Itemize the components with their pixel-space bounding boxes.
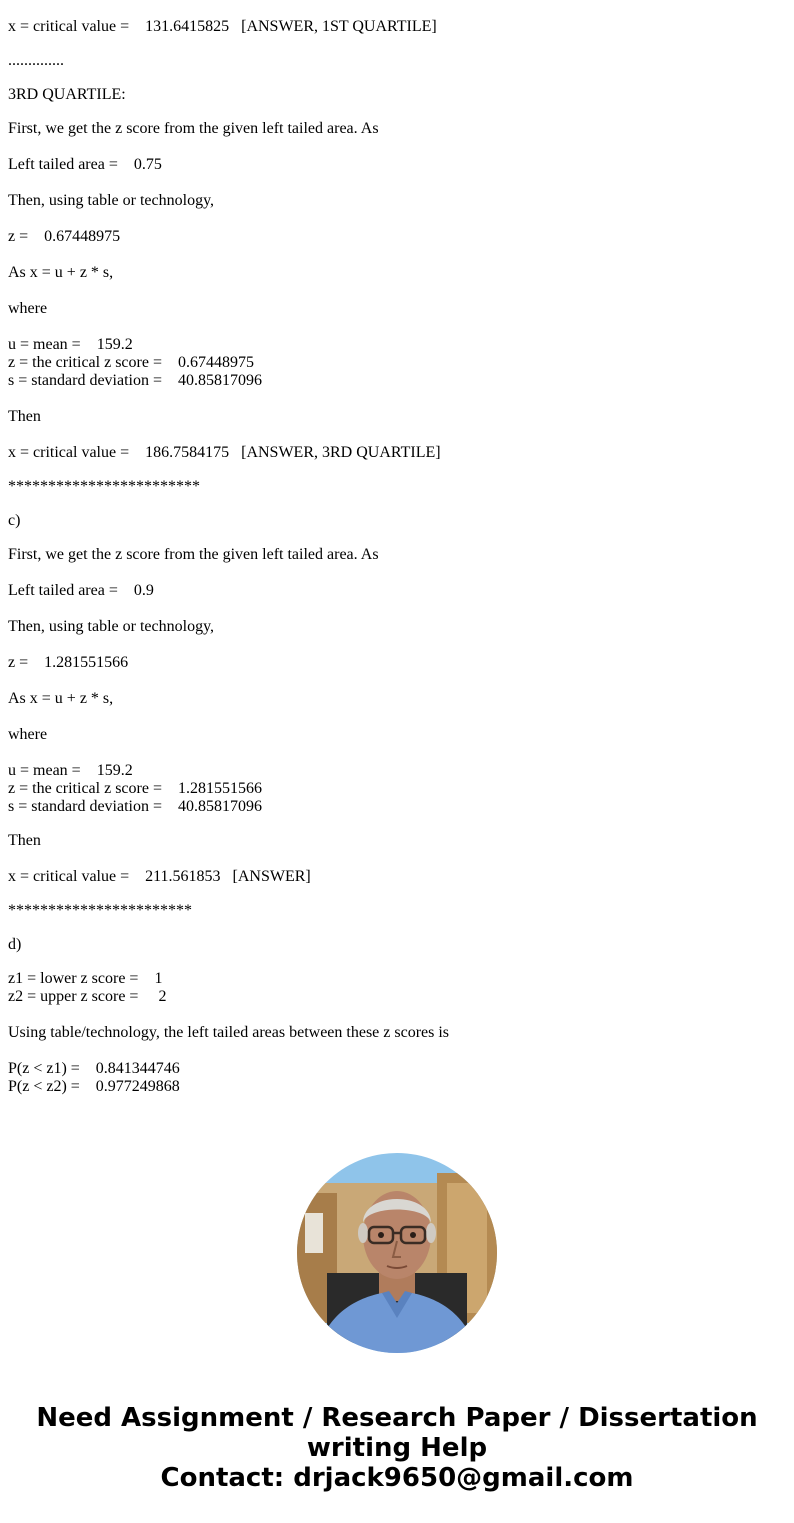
text-line: Then: [8, 408, 41, 425]
section-heading-3rd-quartile: 3RD QUARTILE:: [8, 86, 126, 103]
text-line: z = 0.67448975: [8, 228, 121, 245]
section-heading-c: c): [8, 512, 21, 529]
person-photo-icon: [297, 1153, 497, 1353]
section-heading-d: d): [8, 936, 22, 953]
text-line: z = the critical z score = 1.281551566: [8, 780, 262, 797]
text-line: z = the critical z score = 0.67448975: [8, 354, 254, 371]
text-line: P(z < z1) = 0.841344746: [8, 1060, 180, 1077]
text-line: As x = u + z * s,: [8, 690, 114, 707]
text-line: z2 = upper z score = 2: [8, 988, 167, 1005]
dots-separator: ..............: [8, 52, 64, 69]
star-separator: ***********************: [8, 902, 192, 919]
text-line: Then, using table or technology,: [8, 618, 215, 635]
text-line: First, we get the z score from the given left tailed area. As: [8, 546, 379, 563]
promo-contact: Contact: drjack9650@gmail.com: [160, 1463, 634, 1493]
text-line: z = 1.281551566: [8, 654, 129, 671]
answer-line-1st-quartile: x = critical value = 131.6415825 [ANSWER, 1ST QUARTILE]: [8, 18, 437, 35]
text-line: s = standard deviation = 40.85817096: [8, 798, 263, 815]
document-body: [8, 0, 788, 1096]
promo-line-1: Need Assignment / Research Paper / Dissertation: [36, 1403, 758, 1433]
text-line: Left tailed area = 0.9: [8, 582, 154, 599]
text-line: Then: [8, 832, 41, 849]
text-line: Left tailed area = 0.75: [8, 156, 162, 173]
avatar: [297, 1153, 497, 1353]
text-line: z1 = lower z score = 1: [8, 970, 163, 987]
text-line: Then, using table or technology,: [8, 192, 215, 209]
answer-line-3rd-quartile: x = critical value = 186.7584175 [ANSWER, 3RD QUARTILE]: [8, 444, 441, 461]
text-line: P(z < z2) = 0.977249868: [8, 1078, 180, 1095]
text-line: u = mean = 159.2: [8, 762, 133, 779]
text-line: Using table/technology, the left tailed areas between these z scores is: [8, 1024, 450, 1041]
promo-line-2: writing Help: [306, 1433, 488, 1463]
star-separator: ************************: [8, 478, 200, 495]
answer-line-c: x = critical value = 211.561853 [ANSWER]: [8, 868, 311, 885]
text-line: s = standard deviation = 40.85817096: [8, 372, 263, 389]
text-line: First, we get the z score from the given left tailed area. As: [8, 120, 379, 137]
text-line: As x = u + z * s,: [8, 264, 114, 281]
text-line: where: [8, 300, 48, 317]
text-line: u = mean = 159.2: [8, 336, 133, 353]
promo-banner: [0, 1403, 794, 1493]
text-line: where: [8, 726, 48, 743]
